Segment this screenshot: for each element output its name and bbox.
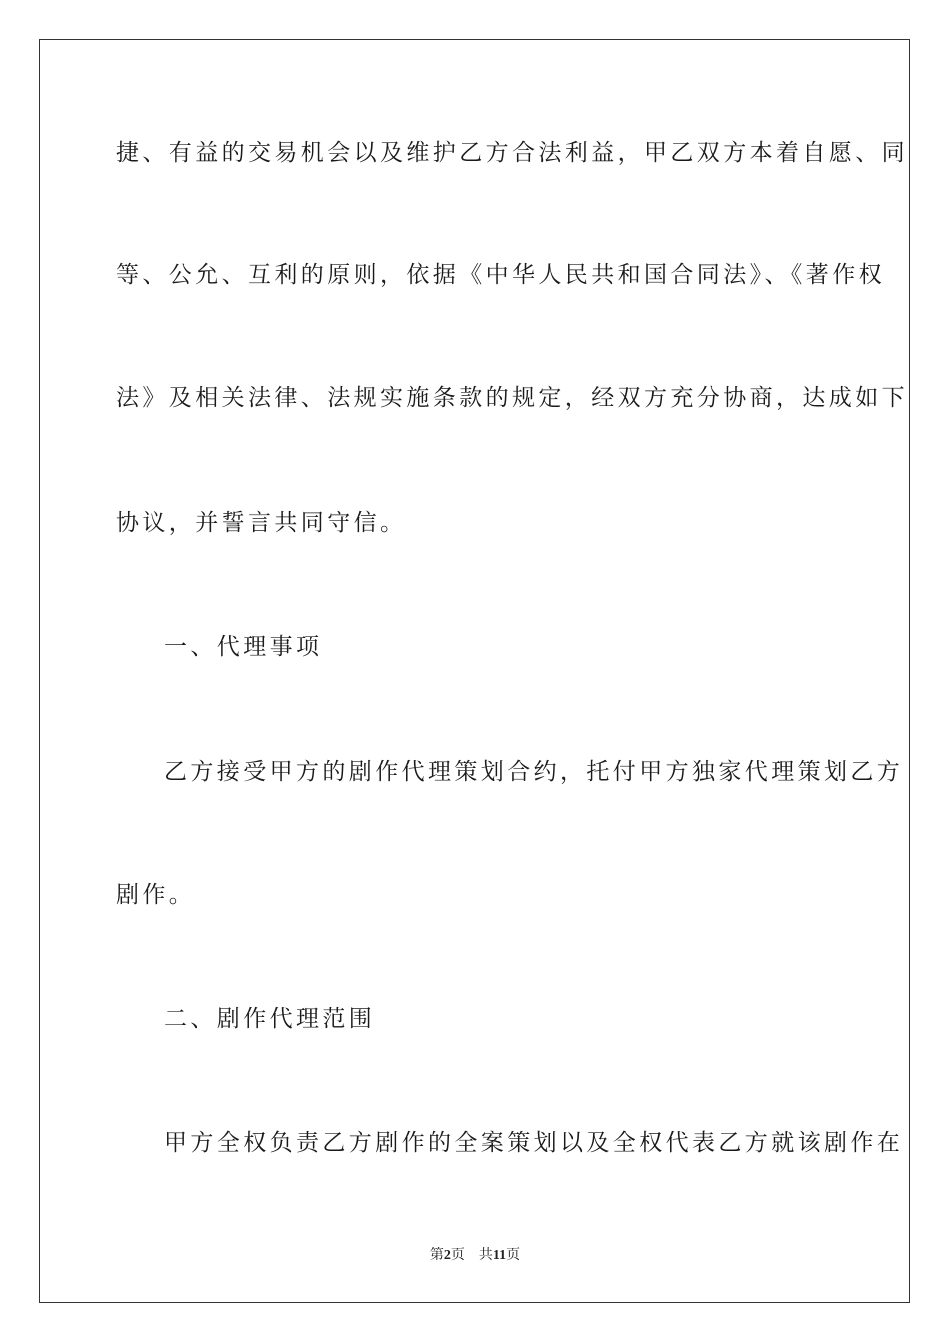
page-frame [39,39,910,1303]
paragraph-line: 捷、有益的交易机会以及维护乙方合法利益，甲乙双方本着自愿、同 [116,140,908,166]
paragraph-line: 剧作。 [116,882,196,908]
section-heading: 一、代理事项 [164,634,323,660]
section-heading: 二、剧作代理范围 [164,1006,376,1032]
total-pages: 11 [492,1248,507,1263]
page-number: 2 [443,1248,451,1263]
total-label-prefix: 共 [478,1248,493,1263]
paragraph-line: 甲方全权负责乙方剧作的全案策划以及全权代表乙方就该剧作在 [164,1130,904,1156]
page-label-prefix: 第 [429,1248,444,1263]
page-label-suffix: 页 [450,1248,465,1263]
page-footer [0,1247,950,1265]
paragraph-line: 法》及相关法律、法规实施条款的规定，经双方充分协商，达成如下 [116,385,908,411]
paragraph-line: 协议，并誓言共同守信。 [116,510,407,536]
paragraph-line: 等、公允、互利的原则，依据《中华人民共和国合同法》、《著作权 [116,262,885,288]
paragraph-line: 乙方接受甲方的剧作代理策划合约，托付甲方独家代理策划乙方 [164,759,904,785]
total-label-suffix: 页 [506,1248,521,1263]
